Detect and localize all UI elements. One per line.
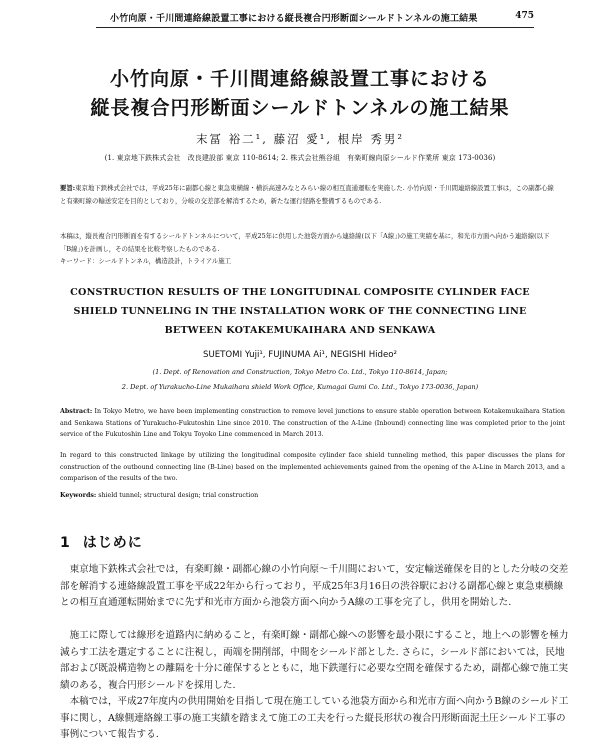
keywords-en bbox=[60, 492, 565, 499]
abstract-jp-text-1: 東京地下鉄株式会社では，平成25年に副都心線と東急東横線・横浜高速みなとみらい線の相互直通運転を実施した. 小竹向原・千川間連絡線設置工事は，この副都心線と有楽町線の輸送安定を目的としており，分岐の交差部を解消するため，新たな運行経路を整備するものである. bbox=[60, 184, 554, 205]
affiliation-jp: (1. 東京地下鉄株式会社 改良建設部 東京 110-8614; 2. 株式会社熊谷組 有楽町線向原シールド作業所 東京 173-0036) bbox=[104, 154, 496, 162]
abstract-jp-label: 要旨: bbox=[60, 184, 76, 192]
body-paragraph-3: 本稿では，平成27年度内の供用開始を目指して現在施工している池袋方面から和光市方面へ向かうB線のシールド工事に関し，A線側連絡線工事の施工実績を踏まえて施工の工夫を行った縦長形状の複合円形断面泥土圧シールド工事の事例について報告する. bbox=[60, 696, 569, 741]
abstract-en-paragraph-2 bbox=[60, 450, 565, 485]
abstract-jp-paragraph-2 bbox=[60, 230, 560, 268]
abstract-en-text-1: In Tokyo Metro, we have been implementing construction to remove level junctions to ensure stable operation between Kotakemukaihara Station and Senkawa Stations of Yurakucho-Fukutoshin Line since 2010. The construction of the A-Line (Inbound) connecting line was completed prior to the joint service of the Fukutoshin Line and Tokyu Toyoko Line commenced in March 2013. bbox=[60, 408, 565, 438]
title-en-line1: CONSTRUCTION RESULTS OF THE LONGITUDINAL COMPOSITE CYLINDER FACE bbox=[70, 287, 530, 298]
running-header bbox=[0, 10, 600, 26]
page-number: 475 bbox=[515, 11, 534, 21]
authors-en: SUETOMI Yuji¹, FUJINUMA Ai¹, NEGISHI Hideo² bbox=[202, 350, 397, 360]
body-paragraph-1: 東京地下鉄株式会社では，有楽町線・副都心線の小竹向原〜千川間において，安定輸送確保を目的とした分岐の交差部を解消する連絡線設置工事を平成22年から行っており，平成25年3月16日の渋谷駅における副都心線と東急東横線との相互直通運転開始までに先ず和光市方面から池袋方面へ向かうA線の工事を完了し，供用を開始した. bbox=[60, 564, 569, 609]
affiliation-en-1: (1. Dept. of Renovation and Construction, Tokyo Metro Co. Ltd., Tokyo 110-8614, Japan; bbox=[152, 368, 448, 376]
title-en-line2: SHIELD TUNNELING IN THE INSTALLATION WORK OF THE CONNECTING LINE bbox=[73, 306, 527, 317]
abstract-jp-paragraph-1 bbox=[60, 182, 560, 207]
authors-jp: 末冨 裕二¹, 藤沼 愛¹, 根岸 秀男² bbox=[196, 132, 404, 146]
body-paragraph-2: 施工に際しては線形を道路内に納めること，有楽町線・副都心線への影響を最小限にすること，地上への影響を極力減らす工法を選定することに注視し，両端を開削部，中間をシールド部とした. さらに，シールド部においては，民地部および既設構造物との離隔を十分に確保するとともに，地下鉄運行に必要な空間を確保するため，副都心線で施工実績のある，複合円形シールドを採用した. bbox=[60, 630, 569, 691]
keywords-en-label: Keywords: bbox=[60, 492, 97, 499]
section-title: はじめに bbox=[82, 535, 143, 551]
affiliation-en-2: 2. Dept. of Yurakucho-Line Mukaihara shield Work Office, Kumagai Gumi Co. Ltd., Tokyo 173-0036, Japan) bbox=[121, 383, 479, 391]
abstract-en-paragraph-1 bbox=[60, 406, 565, 441]
abstract-en-text-2: In regard to this constructed linkage by utilizing the longitudinal composite cylinder face shield tunneling method, this paper discusses the plans for construction of the outbound connecting line (B-Line) based on the implemented achievements gained from the opening of the A-Line in March 2013, and a comparison of the results of the two. bbox=[60, 452, 565, 482]
running-header-title: 小竹向原・千川間連絡線設置工事における縦長複合円形断面シールドトンネルの施工結果 bbox=[110, 14, 478, 24]
header-rule bbox=[96, 27, 534, 28]
section-heading bbox=[60, 532, 143, 552]
keywords-en-text: shield tunnel; structural design; trial construction bbox=[98, 492, 259, 499]
keywords-jp: キーワード：シールドトンネル，構造設計，トライアル施工 bbox=[60, 257, 232, 265]
title-en bbox=[0, 283, 600, 340]
title-en-line3: BETWEEN KOTAKEMUKAIHARA AND SENKAWA bbox=[164, 325, 436, 336]
abstract-jp-text-2: 本稿は，縦長複合円形断面を有するシールドトンネルについて，平成25年に供用した池袋方面から連絡線(以下「A線」)の施工実績を基に，和光市方面へ向かう連絡線(以下「B線」)を計画し，その結果を比較考察したものである. bbox=[60, 232, 550, 253]
abstract-en-label: Abstract: bbox=[60, 408, 93, 415]
title-jp-line1: 小竹向原・千川間連絡線設置工事における bbox=[109, 68, 490, 90]
title-jp-line2: 縦長複合円形断面シールドトンネルの施工結果 bbox=[90, 97, 510, 119]
section-number: 1 bbox=[60, 535, 71, 551]
